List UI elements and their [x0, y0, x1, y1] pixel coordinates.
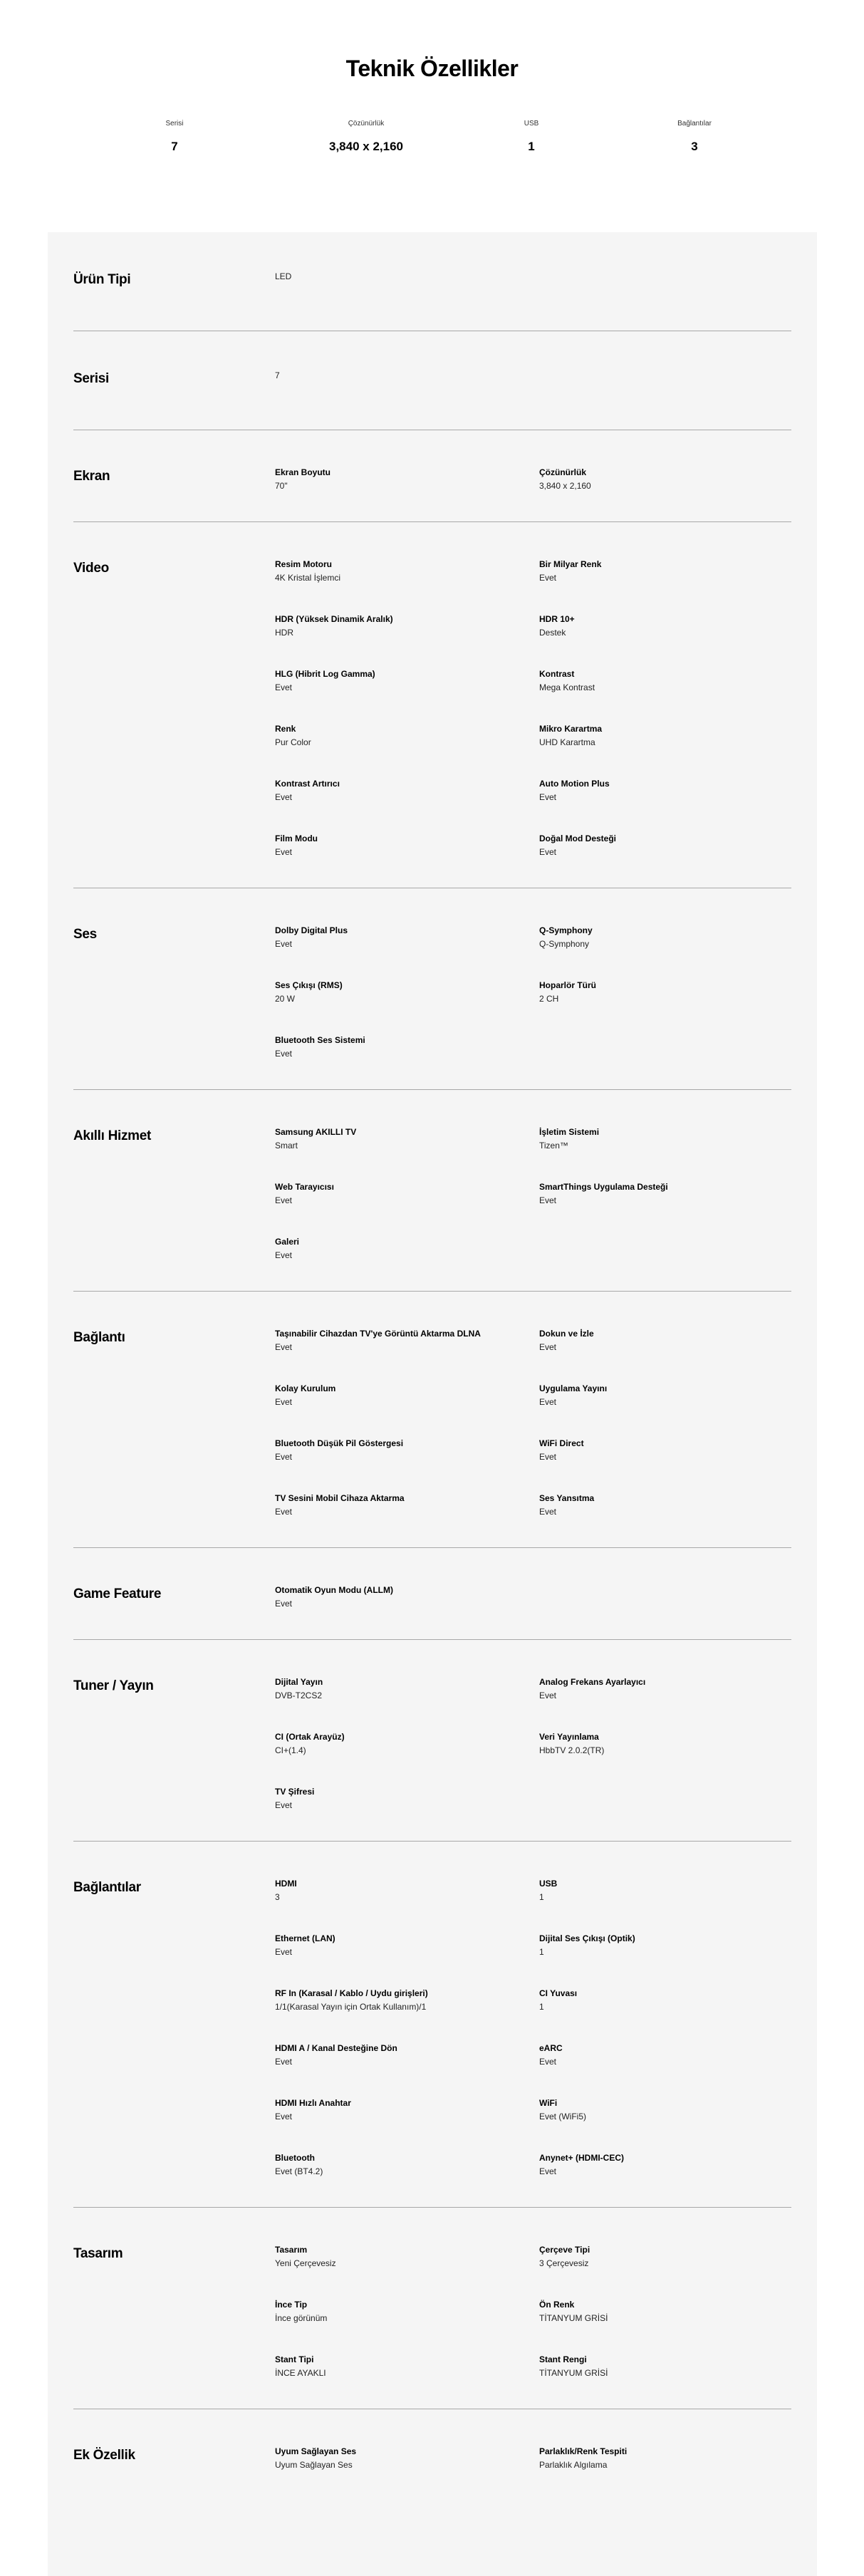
- section-baglanti: [73, 1292, 791, 1548]
- spec-grid: [275, 466, 791, 493]
- spec-key: Ses Çıkışı (RMS): [275, 980, 343, 990]
- spec-value: Destek: [539, 628, 566, 638]
- spec-item: [539, 2298, 791, 2325]
- spec-key: Dijital Yayın: [275, 1677, 323, 1687]
- spec-key: TV Şifresi: [275, 1787, 315, 1797]
- spec-item: [275, 2042, 539, 2069]
- spec-item: [275, 1987, 539, 2014]
- section-title: Bağlantılar: [73, 1880, 141, 1895]
- spec-value: Evet: [275, 2112, 293, 2121]
- spec-value: 2 CH: [539, 994, 559, 1004]
- section-title: Tasarım: [73, 2246, 123, 2261]
- spec-item: [275, 722, 539, 749]
- spec-key: Çerçeve Tipi: [539, 2245, 590, 2255]
- spec-item: [539, 613, 791, 640]
- spec-value: Evet: [275, 1397, 293, 1407]
- spec-value: Yeni Çerçevesiz: [275, 2258, 336, 2268]
- summary-item-baglantilar: [659, 120, 730, 154]
- spec-value: HbbTV 2.0.2(TR): [539, 1745, 605, 1755]
- spec-grid: [275, 558, 791, 859]
- spec-item: [275, 2243, 539, 2270]
- spec-item: [275, 1730, 539, 1757]
- spec-value: Evet: [539, 1690, 557, 1700]
- spec-key: Ethernet (LAN): [275, 1933, 335, 1943]
- spec-value: Evet: [539, 1507, 557, 1517]
- spec-item: [275, 2097, 539, 2124]
- spec-key: Auto Motion Plus: [539, 779, 610, 789]
- spec-key: Analog Frekans Ayarlayıcı: [539, 1677, 646, 1687]
- spec-item: [539, 1730, 791, 1757]
- spec-key: Film Modu: [275, 833, 318, 843]
- section-urun-tipi: [73, 232, 791, 331]
- spec-item: [539, 1676, 791, 1703]
- spec-value: TİTANYUM GRİSİ: [539, 2368, 608, 2378]
- spec-item: [275, 269, 539, 288]
- section-ek-ozellik: [73, 2409, 791, 2500]
- spec-key: İnce Tip: [275, 2300, 308, 2310]
- spec-key: Bir Milyar Renk: [539, 559, 602, 569]
- section-video: [73, 522, 791, 888]
- spec-item: [539, 777, 791, 804]
- spec-value: Evet: [275, 1195, 293, 1205]
- spec-item: [275, 1877, 539, 1904]
- spec-item: [275, 777, 539, 804]
- spec-grid: [275, 1584, 791, 1611]
- section-title: Ek Özellik: [73, 2448, 135, 2463]
- spec-value: Evet (WiFi5): [539, 2112, 586, 2121]
- spec-item: [275, 2445, 539, 2472]
- spec-key: Otomatik Oyun Modu (ALLM): [275, 1585, 393, 1595]
- spec-item: [539, 2243, 791, 2270]
- spec-item: [539, 1382, 791, 1409]
- spec-key: Web Tarayıcısı: [275, 1182, 334, 1192]
- summary-label: Serisi: [165, 120, 184, 128]
- section-serisi: [73, 331, 791, 430]
- spec-key: Ön Renk: [539, 2300, 575, 2310]
- spec-item: [275, 368, 539, 387]
- spec-grid: [275, 1126, 791, 1262]
- spec-item: [275, 1437, 539, 1464]
- spec-item: [275, 1327, 539, 1354]
- spec-value: 1: [539, 1947, 544, 1957]
- summary-item-usb: [499, 120, 563, 154]
- spec-item: [275, 1126, 539, 1153]
- spec-item: [275, 466, 539, 493]
- spec-item: [539, 2097, 791, 2124]
- spec-value: Evet: [539, 1452, 557, 1462]
- spec-value: Evet: [275, 792, 293, 802]
- section-title: Video: [73, 561, 109, 576]
- spec-item: [539, 1126, 791, 1153]
- spec-key: Taşınabilir Cihazdan TV'ye Görüntü Aktarma DLNA: [275, 1329, 481, 1339]
- spec-value: Evet (BT4.2): [275, 2166, 323, 2176]
- spec-item: [275, 1785, 539, 1812]
- spec-item: [275, 1932, 539, 1959]
- spec-key: İşletim Sistemi: [539, 1127, 600, 1137]
- section-title: Ekran: [73, 469, 110, 484]
- spec-key: Galeri: [275, 1237, 300, 1247]
- summary-value: 7: [171, 140, 178, 153]
- spec-key: Ses Yansıtma: [539, 1493, 595, 1503]
- spec-item: [275, 1034, 539, 1061]
- spec-value: TİTANYUM GRİSİ: [539, 2313, 608, 2323]
- spec-grid: [275, 1327, 791, 1519]
- summary-value: 3: [691, 140, 698, 153]
- spec-value: Evet: [275, 1947, 293, 1957]
- section-ses: [73, 888, 791, 1090]
- spec-item: [275, 613, 539, 640]
- spec-key: SmartThings Uygulama Desteği: [539, 1182, 668, 1192]
- spec-key: Stant Tipi: [275, 2354, 314, 2364]
- spec-value: 1: [539, 2002, 544, 2012]
- spec-key: HLG (Hibrit Log Gamma): [275, 669, 375, 679]
- spec-value: Pur Color: [275, 737, 311, 747]
- spec-item: [275, 1180, 539, 1208]
- spec-value: Evet: [539, 1195, 557, 1205]
- spec-item: [539, 2353, 791, 2380]
- spec-grid: [275, 2445, 791, 2472]
- summary-label: USB: [524, 120, 539, 128]
- spec-value: Q-Symphony: [539, 939, 590, 949]
- spec-value: Evet: [539, 1397, 557, 1407]
- spec-value: CI+(1.4): [275, 1745, 306, 1755]
- spec-item: [539, 2042, 791, 2069]
- spec-value: Evet: [275, 682, 293, 692]
- spec-key: USB: [539, 1879, 558, 1889]
- spec-item: [275, 1676, 539, 1703]
- spec-value: Evet: [539, 2057, 557, 2067]
- spec-value: Evet: [539, 2166, 557, 2176]
- summary-label: Çözünürlük: [348, 120, 385, 128]
- spec-key: Uyum Sağlayan Ses: [275, 2446, 357, 2456]
- spec-item: [539, 1987, 791, 2014]
- spec-key: eARC: [539, 2043, 563, 2053]
- spec-key: Bluetooth: [275, 2153, 315, 2163]
- spec-value: 1/1(Karasal Yayın için Ortak Kullanım)/1: [275, 2002, 427, 2012]
- spec-item: [275, 924, 539, 951]
- spec-panel: [48, 232, 817, 2576]
- spec-key: Kontrast Artırıcı: [275, 779, 340, 789]
- spec-key: Parlaklık/Renk Tespiti: [539, 2446, 628, 2456]
- spec-key: Çözünürlük: [539, 467, 586, 477]
- section-title: Game Feature: [73, 1586, 162, 1601]
- spec-item: [539, 1327, 791, 1354]
- spec-key: Ekran Boyutu: [275, 467, 331, 477]
- spec-value: Evet: [275, 847, 293, 857]
- section-game-feature: [73, 1548, 791, 1640]
- spec-key: Mikro Karartma: [539, 724, 603, 734]
- section-akilli-hizmet: [73, 1090, 791, 1292]
- spec-item: [275, 558, 539, 585]
- spec-value: Evet: [275, 1800, 293, 1810]
- spec-value: Evet: [275, 1342, 293, 1352]
- spec-item: [539, 668, 791, 695]
- spec-item: [539, 1437, 791, 1464]
- summary-row: [0, 120, 864, 170]
- spec-item: [539, 1932, 791, 1959]
- spec-value: Evet: [539, 792, 557, 802]
- spec-value: Uyum Sağlayan Ses: [275, 2460, 353, 2470]
- spec-item: [539, 1180, 791, 1208]
- section-ekran: [73, 430, 791, 522]
- spec-key: TV Sesini Mobil Cihaza Aktarma: [275, 1493, 405, 1503]
- spec-key: Dolby Digital Plus: [275, 925, 348, 935]
- section-tuner-yayin: [73, 1640, 791, 1842]
- spec-grid: [275, 2243, 791, 2380]
- spec-key: Dijital Ses Çıkışı (Optik): [539, 1933, 635, 1943]
- spec-item: [275, 979, 539, 1006]
- section-title: Tuner / Yayın: [73, 1678, 154, 1693]
- spec-value: 3 Çerçevesiz: [539, 2258, 589, 2268]
- spec-grid: [275, 924, 791, 1061]
- spec-key: Q-Symphony: [539, 925, 593, 935]
- spec-key: Kontrast: [539, 669, 575, 679]
- section-title: Ses: [73, 927, 97, 942]
- spec-item: [539, 558, 791, 585]
- spec-key: Hoparlör Türü: [539, 980, 596, 990]
- spec-value: Evet: [275, 2057, 293, 2067]
- summary-item-serisi: [142, 120, 207, 154]
- spec-value: 7: [275, 370, 280, 380]
- spec-value: 20 W: [275, 994, 296, 1004]
- spec-value: Evet: [275, 1452, 293, 1462]
- spec-value: Evet: [539, 573, 557, 583]
- spec-item: [275, 668, 539, 695]
- spec-key: Doğal Mod Desteği: [539, 833, 617, 843]
- spec-key: Kolay Kurulum: [275, 1383, 336, 1393]
- spec-value: İnce görünüm: [275, 2313, 328, 2323]
- spec-value: Tizen™: [539, 1141, 568, 1151]
- spec-value: Evet: [275, 1250, 293, 1260]
- section-baglantilar: [73, 1842, 791, 2208]
- spec-key: Bluetooth Ses Sistemi: [275, 1035, 365, 1045]
- spec-key: Uygulama Yayını: [539, 1383, 608, 1393]
- page-title: Teknik Özellikler: [345, 56, 519, 81]
- spec-value: 70": [275, 481, 288, 491]
- spec-key: Renk: [275, 724, 296, 734]
- spec-item: [275, 2353, 539, 2380]
- spec-item: [275, 2151, 539, 2178]
- spec-value: 3: [275, 1892, 280, 1902]
- spec-key: RF In (Karasal / Kablo / Uydu girişleri): [275, 1988, 428, 1998]
- spec-key: Bluetooth Düşük Pil Göstergesi: [275, 1438, 404, 1448]
- spec-item: [539, 2445, 791, 2472]
- spec-item: [539, 979, 791, 1006]
- summary-value: 3,840 x 2,160: [329, 140, 403, 153]
- spec-value: UHD Karartma: [539, 737, 595, 747]
- spec-key: Tasarım: [275, 2245, 308, 2255]
- spec-key: Dokun ve İzle: [539, 1329, 594, 1339]
- spec-item: [275, 2298, 539, 2325]
- section-title: Akıllı Hizmet: [73, 1128, 152, 1143]
- spec-item: [539, 1877, 791, 1904]
- spec-item: [539, 924, 791, 951]
- spec-value: Evet: [275, 1049, 293, 1059]
- summary-value: 1: [528, 140, 535, 153]
- spec-key: HDMI Hızlı Anahtar: [275, 2098, 351, 2108]
- spec-value: HDR: [275, 628, 293, 638]
- section-tasarim: [73, 2208, 791, 2409]
- spec-value: LED: [275, 271, 292, 281]
- spec-item: [539, 466, 791, 493]
- spec-item: [539, 1492, 791, 1519]
- spec-item: [275, 832, 539, 859]
- spec-value: Smart: [275, 1141, 298, 1151]
- spec-key: Resim Motoru: [275, 559, 333, 569]
- spec-value: Mega Kontrast: [539, 682, 595, 692]
- section-title: Bağlantı: [73, 1330, 125, 1345]
- spec-item: [539, 832, 791, 859]
- section-title: Serisi: [73, 371, 109, 386]
- spec-value: Evet: [275, 939, 293, 949]
- spec-value: Evet: [275, 1507, 293, 1517]
- spec-item: [539, 722, 791, 749]
- spec-value: Evet: [539, 1342, 557, 1352]
- spec-value: 1: [539, 1892, 544, 1902]
- spec-key: WiFi Direct: [539, 1438, 584, 1448]
- spec-item: [275, 1584, 539, 1611]
- spec-key: Anynet+ (HDMI-CEC): [539, 2153, 624, 2163]
- summary-label: Bağlantılar: [677, 120, 712, 128]
- spec-grid: [275, 1676, 791, 1812]
- spec-key: HDR 10+: [539, 614, 575, 624]
- spec-item: [539, 2151, 791, 2178]
- spec-grid: [275, 1877, 791, 2178]
- spec-value: Evet: [539, 847, 557, 857]
- spec-key: Samsung AKILLI TV: [275, 1127, 357, 1137]
- spec-value: DVB-T2CS2: [275, 1690, 323, 1700]
- spec-key: HDR (Yüksek Dinamik Aralık): [275, 614, 393, 624]
- spec-key: CI Yuvası: [539, 1988, 578, 1998]
- spec-value: 4K Kristal İşlemci: [275, 573, 341, 583]
- spec-item: [275, 1492, 539, 1519]
- spec-key: Stant Rengi: [539, 2354, 587, 2364]
- spec-key: HDMI: [275, 1879, 297, 1889]
- spec-value: Parlaklık Algılama: [539, 2460, 608, 2470]
- summary-item-cozunurluk: [316, 120, 416, 154]
- spec-value: İNCE AYAKLI: [275, 2368, 326, 2378]
- spec-item: [275, 1382, 539, 1409]
- section-title: Ürün Tipi: [73, 272, 131, 287]
- spec-key: Veri Yayınlama: [539, 1732, 599, 1742]
- spec-key: WiFi: [539, 2098, 558, 2108]
- spec-value: 3,840 x 2,160: [539, 481, 591, 491]
- spec-key: CI (Ortak Arayüz): [275, 1732, 345, 1742]
- spec-key: HDMI A / Kanal Desteğine Dön: [275, 2043, 397, 2053]
- spec-value: Evet: [275, 1599, 293, 1609]
- spec-item: [275, 1235, 539, 1262]
